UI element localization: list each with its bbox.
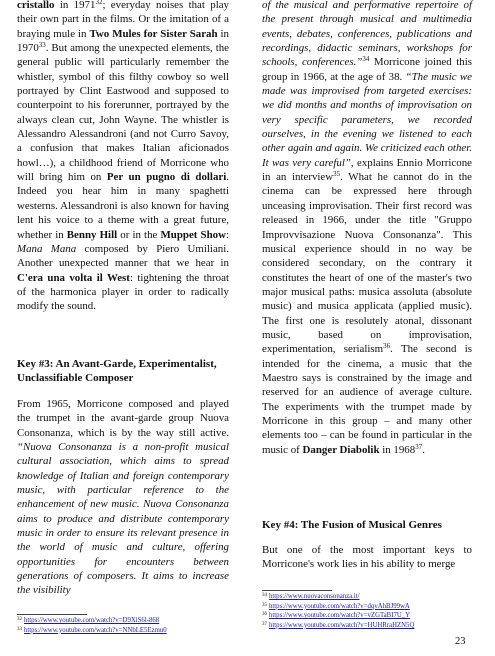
italic-quote: “Nuova Consonanza is a non-profit musical cultural association, which aims to spread knowledge of Italian and foreign contemporary music, with particular reference to the enhancement of new music. Nuova Consonanza aims to produce and distribute contemporary music in order to ensure its relevant presence in the world of music and culture, offering opportunities for encounters between generations of composers. It aims to increase the visibility — [17, 441, 229, 597]
bold-title: Danger Diabolik — [302, 443, 380, 456]
text-run: . The second is intended for the cinema, a music that the Maestro says is constrained by the image and reserved for an audience of average culture. The experiments with the trumpet made by Morricone in this group – and many other elements too – can be found in particular in the music of — [262, 343, 472, 456]
bold-title: Per un pugno di dollari — [106, 171, 227, 184]
text-run: , explains Ennio Morricone in an interview — [262, 156, 472, 184]
footnote-number: 32 — [17, 617, 22, 622]
text-run: in 1971 — [54, 0, 96, 11]
text-run: in 1968 — [379, 443, 416, 456]
text-run: . Indeed you hear him in many spaghetti westerns. Alessandroni is also known for having lent his voice to a theme with a great future, whether in — [17, 171, 229, 241]
bold-title: Two Mules for Sister Sarah — [89, 27, 218, 40]
text-run: . But among the unexpected elements, the general public will particularly remember the whistler, symbol of this filthy cowboy so well portrayed by Clint Eastwood and supposed to counterpoint to his forerunner, portrayed by the always clean cut, John Wayne. The whistler is Alessandro Alessandroni (and not Curro Savoy, a confusion that makes Italian aficionados howl…), a childhood friend of Morricone who will bring him on — [17, 42, 229, 184]
footnote-ref: 32 — [95, 0, 103, 6]
footnote-35 — [262, 602, 477, 612]
footnote-number: 34 — [262, 593, 267, 598]
text-run: From 1965, Morricone composed and played the trumpet in the avant-garde group Nuova Consonanza, which is by the way still active. — [17, 398, 229, 439]
text-run: . What he cannot do in the cinema can be expressed here through unceasing improvisation. Their first record was released in 1966, under the title "Gruppo Improvvisazione Nuova Consonanza". This musical experience should in no way be considered secondary, on the contrary it constitutes the heart of one of the master's two major musical paths: musica assoluta (absolute music) and musica applicata (applied music). The first one is resolutely atonal, dissonant music, based on improvisation, experimentation, serialism — [262, 171, 472, 356]
body-paragraph — [17, 0, 229, 314]
footnote-33 — [17, 626, 232, 636]
italic-quote: Mana Mana — [17, 242, 77, 255]
text-run: But one of the most important keys to Morricone's work lies in his ability to merge — [262, 544, 472, 571]
footnote-link[interactable]: https://www.youtube.com/watch?v=vZGTaBI7U_Y — [269, 612, 411, 620]
section-heading: Key #3: An Avant-Garde, Experimentalist, Unclassifiable Composer — [17, 358, 217, 385]
text-run: composed by Piero Umiliani. Another unexpected manner that we hear in — [17, 242, 229, 270]
section-heading: Key #4: The Fusion of Musical Genres — [262, 519, 442, 531]
text-run: . — [422, 443, 425, 456]
bold-title: Benny Hill — [66, 228, 118, 241]
footnote-separator — [262, 590, 332, 591]
bold-title: C'era una volta il West — [17, 271, 130, 284]
body-paragraph — [17, 397, 229, 598]
page-number: 23 — [455, 636, 466, 647]
footnote-link[interactable]: https://www.nuovaconsonanza.it/ — [269, 593, 360, 600]
footnote-link[interactable]: https://www.youtube.com/watch?v=D9XiS6l-868 — [24, 617, 160, 624]
text-run: ; everyday noises that play their own part in the films. Or the imitation of a braying mule in — [17, 0, 229, 40]
bold-title: Muppet Show — [160, 228, 226, 241]
text-run: : tightening the throat of the harmonica player in order to radically modify the sound. — [17, 271, 229, 313]
footnote-link[interactable]: https://www.youtube.com/watch?v=HUHRraHZN5Q — [269, 621, 415, 629]
text-run: : — [225, 228, 229, 241]
text-run: or in the — [117, 228, 161, 241]
footnote-link[interactable]: https://www.youtube.com/watch?v=NNbLE5Ezmu0 — [24, 626, 167, 634]
footnotes-right — [262, 592, 477, 630]
italic-quote: “The music we made was improvised from targeted exercises: we did months and months of improvisation on very specific parameters, we recorded ourselves, in the evening we listened to each other again and again. We criticized each other. It was very careful” — [262, 70, 472, 169]
footnote-number: 35 — [262, 602, 267, 608]
text-run: Morricone joined this group in 1966, at the age of 38. — [262, 56, 473, 83]
footnote-number: 37 — [262, 621, 267, 627]
footnote-34 — [262, 592, 477, 602]
italic-quote: of the musical and performative repertoire of the present through musical and multimedia events, debates, conferences, publications and recordings, didactic seminars, workshops for schools, conferences.” — [262, 0, 472, 69]
footnote-ref: 35 — [333, 170, 341, 179]
footnote-ref: 34 — [362, 55, 370, 64]
footnote-link[interactable]: https://www.youtube.com/watch?v=dqvAhBJ99wA — [269, 602, 410, 610]
body-paragraph — [262, 543, 472, 572]
footnote-separator — [17, 614, 87, 615]
footnote-number: 33 — [17, 626, 22, 632]
footnote-ref: 37 — [415, 442, 423, 451]
body-paragraph — [262, 0, 472, 457]
text-run: in 1970 — [17, 27, 229, 55]
footnote-36 — [262, 611, 477, 621]
footnote-ref: 36 — [383, 342, 391, 351]
footnote-37 — [262, 621, 477, 631]
footnotes-left — [17, 616, 232, 635]
footnote-number: 36 — [262, 612, 267, 618]
footnote-ref: 33 — [38, 41, 46, 50]
footnote-32 — [17, 616, 232, 626]
bold-title: cristallo — [17, 0, 55, 11]
